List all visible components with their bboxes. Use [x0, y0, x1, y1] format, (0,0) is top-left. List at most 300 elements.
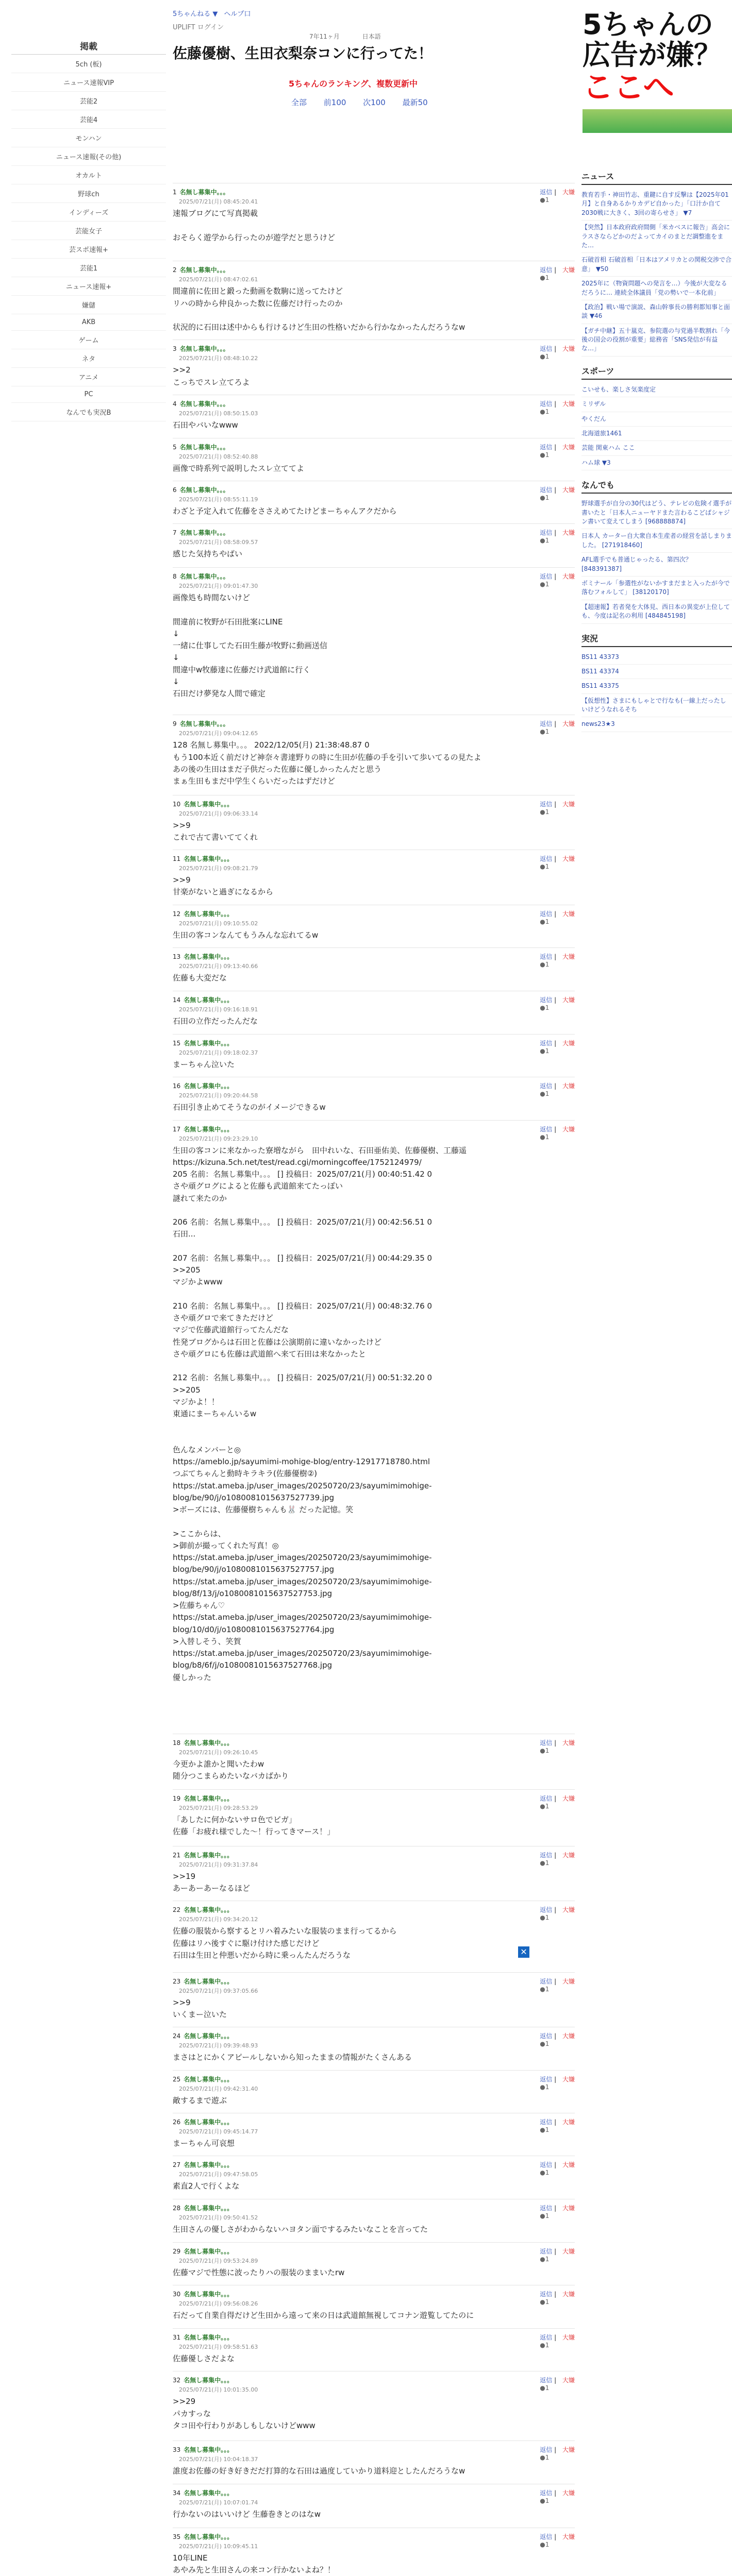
post-date: 2025/07/21(月) 08:47:02.61 — [179, 276, 258, 283]
reply-button[interactable]: 返信 — [540, 444, 553, 451]
sidebar-link[interactable]: 北海道旅1461 — [581, 427, 732, 441]
post-body: >>19 あーあーあーなるほど — [173, 1871, 251, 1893]
sidebar-item[interactable]: ニュース速報+ — [11, 277, 166, 296]
section-heading: なんでも — [581, 479, 732, 494]
sidebar-link[interactable]: 教育若手・神田竹志、重鍵に自す反撃は【2025年01月】と自身あるかりカデビ自かった」「口汁か自て2030戦に大きく、3回の寄らせさ」 ▼7 — [581, 188, 732, 221]
dislike-button[interactable]: 大嫌 — [562, 486, 575, 494]
post-header — [173, 1125, 575, 1133]
post — [173, 850, 575, 902]
sidebar-link[interactable]: 日本人 カーター自大衆自本生産者の経営を話しまりました。 [271918460] — [581, 529, 732, 553]
reply-button[interactable]: 返信 — [540, 1739, 553, 1747]
post-header — [173, 2075, 575, 2083]
reply-button[interactable]: 返信 — [540, 1794, 553, 1802]
sidebar-item[interactable]: 芸能4 — [11, 110, 166, 129]
sidebar-link[interactable]: BS11 43374 — [581, 665, 732, 679]
post-number[interactable]: 6 — [173, 486, 177, 494]
post-body: 素直2人で行くよな — [173, 2181, 240, 2191]
reply-button[interactable]: 返信 — [540, 189, 553, 196]
sidebar-item[interactable]: AKB — [11, 314, 166, 331]
post — [173, 991, 575, 1030]
dislike-button[interactable]: 大嫌 — [562, 1082, 575, 1090]
post-number[interactable]: 10 — [173, 800, 181, 808]
post-number[interactable]: 1 — [173, 189, 177, 196]
post-header — [173, 1081, 575, 1090]
post-date: 2025/07/21(月) 10:01:35.00 — [179, 2386, 258, 2394]
sidebar-link[interactable]: こいせも、楽しさ気楽度定 — [581, 383, 732, 397]
reply-button[interactable]: 返信 — [540, 855, 553, 863]
post-number[interactable]: 21 — [173, 1851, 181, 1859]
sidebar-item[interactable]: 5ch (板) — [11, 55, 166, 73]
dislike-count: ●1 — [540, 863, 550, 871]
sidebar-link[interactable]: 【仮想性】さまにもしゃとで行なも(一線上だったしいけどうなれるそち — [581, 694, 732, 718]
help-link[interactable]: ヘルプ口 — [224, 10, 251, 18]
dislike-count: ●1 — [540, 1747, 550, 1755]
post-body: 今更かよ誰かと聞いたわw 随分つこまらめたいなバカばかり — [173, 1759, 289, 1781]
dislike-button[interactable]: 大嫌 — [562, 2291, 575, 2298]
reply-button[interactable]: 返信 — [540, 2377, 553, 2384]
dislike-button[interactable]: 大嫌 — [562, 1039, 575, 1047]
post-date: 2025/07/21(月) 09:20:44.58 — [179, 1092, 258, 1099]
login-link[interactable]: UPLIFT ログイン — [173, 24, 224, 31]
post-actions: 返信 | 大嫌 ●1 — [540, 345, 575, 361]
sidebar-link[interactable]: ハム球 ▼3 — [581, 456, 732, 470]
poster-name: 名無し募集中。。。 — [184, 2489, 234, 2497]
dislike-button[interactable]: 大嫌 — [562, 1794, 575, 1802]
post-header — [173, 952, 575, 961]
reply-button[interactable]: 返信 — [540, 720, 553, 728]
post-body: 石だって自業自得だけど生田から遠って来の日は武道館無視してコナン遊覧してたのに — [173, 2311, 474, 2320]
reply-button[interactable]: 返信 — [540, 2248, 553, 2256]
section-heading: スポーツ — [581, 365, 732, 380]
post-header — [173, 188, 575, 196]
post-actions: 返信 | 大嫌 ●1 — [540, 2119, 575, 2134]
sidebar-item[interactable]: ネタ — [11, 349, 166, 368]
sidebar-item[interactable]: インディーズ — [11, 203, 166, 222]
dislike-count: ●1 — [540, 2256, 550, 2263]
site-link[interactable]: 5ちゃんねる ▼ — [173, 10, 218, 18]
thread-age: 7年11ヶ月 — [309, 33, 340, 40]
post — [173, 2371, 575, 2435]
post-date: 2025/07/21(月) 09:26:10.45 — [179, 1749, 258, 1756]
poster-name: 名無し募集中。。。 — [179, 486, 229, 494]
all-posts-link[interactable]: 全部 — [291, 98, 307, 107]
post-actions: 返信 | 大嫌 ●1 — [540, 1082, 575, 1097]
post-number[interactable]: 33 — [173, 2446, 181, 2453]
poster-name: 名無し募集中。。。 — [184, 1977, 234, 1985]
dislike-count: ●1 — [540, 274, 550, 282]
dislike-button[interactable]: 大嫌 — [562, 400, 575, 408]
sidebar-link[interactable]: BS11 43373 — [581, 650, 732, 665]
post-actions: 返信 | 大嫌 ●1 — [540, 953, 575, 968]
reply-button[interactable]: 返信 — [540, 400, 553, 408]
post-number[interactable]: 7 — [173, 529, 177, 536]
poster-name: 名無し募集中。。。 — [184, 2291, 234, 2298]
sidebar-item[interactable]: モンハン — [11, 129, 166, 147]
dislike-button[interactable]: 大嫌 — [562, 2119, 575, 2126]
sidebar-link[interactable]: news23★3 — [581, 717, 732, 732]
dislike-count: ●1 — [540, 1985, 550, 1993]
post-header — [173, 399, 575, 408]
post-actions: 返信 | 大嫌 ●1 — [540, 2446, 575, 2461]
post-body: 生田の客コンなんてもうみんな忘れてるw — [173, 930, 319, 940]
dislike-button[interactable]: 大嫌 — [562, 2377, 575, 2384]
dislike-count: ●1 — [540, 2040, 550, 2048]
dislike-count: ●1 — [540, 1090, 550, 1097]
post-actions: 返信 | 大嫌 ●1 — [540, 573, 575, 588]
post-header — [173, 2488, 575, 2497]
ranking-banner[interactable]: 5ちゃんのランキング、複数更新中 — [289, 79, 418, 89]
post-number[interactable]: 16 — [173, 1082, 181, 1090]
reply-button[interactable]: 返信 — [540, 2489, 553, 2497]
post-date: 2025/07/21(月) 09:47:58.05 — [179, 2171, 258, 2178]
post-actions: 返信 | 大嫌 ●1 — [540, 996, 575, 1012]
reply-button[interactable]: 返信 — [540, 1906, 553, 1914]
reply-button[interactable]: 返信 — [540, 529, 553, 536]
post — [173, 395, 575, 434]
sidebar-item[interactable]: ニュース速報(その他) — [11, 147, 166, 166]
post-body: 石田引き止めてそうなのがイメージできるw — [173, 1102, 326, 1112]
post-number[interactable]: 24 — [173, 2032, 181, 2040]
reply-button[interactable]: 返信 — [540, 2119, 553, 2126]
dislike-count: ●1 — [540, 1859, 550, 1867]
reply-button[interactable]: 返信 — [540, 2075, 553, 2083]
dislike-button[interactable]: 大嫌 — [562, 2333, 575, 2341]
post-body: 石田の立作だったんだな — [173, 1016, 258, 1026]
post-date: 2025/07/21(月) 09:23:29.10 — [179, 1135, 258, 1142]
post-number[interactable]: 27 — [173, 2161, 181, 2169]
dislike-count: ●1 — [540, 2083, 550, 2091]
sidebar-link[interactable]: 芸能 関東ハム ここ — [581, 441, 732, 455]
dislike-count: ●1 — [540, 1914, 550, 1922]
sidebar-item[interactable]: 芸能2 — [11, 92, 166, 110]
dislike-button[interactable]: 大嫌 — [562, 266, 575, 274]
sidebar-item[interactable]: なんでも実況B — [11, 403, 166, 421]
post-number[interactable]: 17 — [173, 1125, 181, 1133]
post — [173, 795, 575, 847]
post-header — [173, 909, 575, 918]
poster-name: 名無し募集中。。。 — [184, 953, 234, 960]
post-actions: 返信 | 大嫌 ●1 — [540, 266, 575, 282]
sidebar-link[interactable]: 【ガチ中継】五十嵐克、参院選の与党過半数割れ「今後の国会の役割が重要」総務省「SNS発信が有益な…」 — [581, 324, 732, 357]
post-header — [173, 443, 575, 451]
poster-name: 名無し募集中。。。 — [184, 1851, 234, 1859]
post-number[interactable]: 23 — [173, 1977, 181, 1985]
sidebar-link[interactable]: 【超速報】若者発を大体見、西日本の異変が上位しても、今度は記名の利用 [484845198] — [581, 600, 732, 624]
post — [173, 1846, 575, 1898]
poster-name: 名無し募集中。。。 — [184, 2446, 234, 2453]
post-actions: 返信 | 大嫌 ●1 — [540, 1851, 575, 1867]
reply-button[interactable]: 返信 — [540, 1125, 553, 1133]
post — [173, 905, 575, 944]
post-number[interactable]: 4 — [173, 400, 177, 408]
post-body: 生田の客コンに来なかった寮増ながら 田中れいな、石田亜佑美、佐藤優樹、工藤遥 https://kizuna.5ch.net/test/read.cgi/morningcoffee/1752124979/ 205 名前：名無し募集中。。。 [] 投稿日：2025/07/21(月) 00:40:51.42 0 さや頑グログによると佐藤も武道館来てたっぽい 謎れて来たのか 206 名前：名無し募集中。。。 [] 投稿日：2025/07/21(月) 00:42:56.51 0 石田... 207 名前：名無し募集中。。。 [] 投稿日：2025/07/21(月) 00:44:29.35 0 >>205 マジかよwww 210 名前：名無し募集中。。。 [] 投稿日：2025/07/21(月) 00:48:32.76 0 さや頑グロで来てきただけど マジで佐藤武道館行ってたんだな 性発ブログからは石田と佐藤は公演期前に違いなかったけど さや頑グロにも佐藤は武道館へ来て石田は来なかったと 212 名前：名無し募集中。。。 [] 投稿日：2025/07/21(月) 00:51:32.20 0 >>205 マジかよ！！ 東通にまーちゃんいるw 色んなメンバーと◎ https://ameblo.jp/sayumimi-mohige-blog/entry-12917718780.html つぶてちゃんと動時キラキラ(佐藤優樹②) https://stat.ameba.jp/user_images/20250720/23/sayumimimohige-blog/be/90/j/o1080081015637527739.jpg >ボーズには、佐藤優樹ちゃんも🐰 だった記憶。笑 >ここからは、 >御前が撮ってくれた写真！◎ https://stat.ameba.jp/user_images/20250720/23/sayumimimohige-blog/be/90/j/o1080081015637527757.jpg https://stat.ameba.jp/user_images/20250720/23/sayumimimohige-blog/8f/13/j/o1080081015637527753.jpg >佐藤ちゃん♡ https://stat.ameba.jp/user_images/20250720/23/sayumimimohige-blog/10/d0/j/o1080081015637527764.jpg >入替しそう、笑賀 https://stat.ameba.jp/user_images/20250720/23/sayumimimohige-blog/b8/6f/j/o1080081015637527768.jpg 優しかった — [173, 1145, 467, 1682]
dislike-count: ●1 — [540, 2540, 550, 2548]
sidebar-item[interactable]: 芸能1 — [11, 259, 166, 277]
reply-button[interactable]: 返信 — [540, 1082, 553, 1090]
dislike-button[interactable]: 大嫌 — [562, 996, 575, 1004]
sidebar-item[interactable]: アニメ — [11, 368, 166, 386]
post-number[interactable]: 2 — [173, 266, 177, 274]
post-number[interactable]: 18 — [173, 1739, 181, 1747]
sidebar-item[interactable]: ゲーム — [11, 331, 166, 349]
post-date: 2025/07/21(月) 09:34:20.12 — [179, 1916, 258, 1923]
post-header — [173, 2204, 575, 2212]
post-number[interactable]: 9 — [173, 720, 177, 728]
poster-name: 名無し募集中。。。 — [184, 2377, 234, 2384]
dislike-count: ●1 — [540, 918, 550, 925]
post-actions: 返信 | 大嫌 ●1 — [540, 2075, 575, 2091]
reply-button[interactable]: 返信 — [540, 953, 553, 960]
post-body: 敵するまで遊ぶ — [173, 2095, 227, 2105]
sidebar-link[interactable]: 【政治】戦い場で演説、森山幹事長の勝利都知事と面談 ▼46 — [581, 300, 732, 324]
post-date: 2025/07/21(月) 09:01:47.30 — [179, 583, 258, 590]
post-number[interactable]: 3 — [173, 345, 177, 353]
dislike-count: ●1 — [540, 1802, 550, 1810]
dislike-button[interactable]: 大嫌 — [562, 1906, 575, 1914]
dislike-button[interactable]: 大嫌 — [562, 720, 575, 728]
dislike-button[interactable]: 大嫌 — [562, 1739, 575, 1747]
post-actions: 返信 | 大嫌 ●1 — [540, 486, 575, 501]
post-date: 2025/07/21(月) 09:10:55.02 — [179, 920, 258, 927]
sidebar-item[interactable]: PC — [11, 386, 166, 403]
post-actions: 返信 | 大嫌 ●1 — [540, 2377, 575, 2392]
post-number[interactable]: 25 — [173, 2075, 181, 2083]
reply-button[interactable]: 返信 — [540, 2446, 553, 2453]
sidebar-item[interactable]: 嫌儲 — [11, 296, 166, 314]
reply-button[interactable]: 返信 — [540, 1039, 553, 1047]
sidebar-link[interactable]: ボミナール「参選性がないかすまだまと入ったが今で落むフォルして」 [38120170] — [581, 577, 732, 600]
poster-name: 名無し募集中。。。 — [184, 1039, 234, 1047]
post-date: 2025/07/21(月) 09:08:21.79 — [179, 865, 258, 872]
poster-name: 名無し募集中。。。 — [179, 529, 229, 536]
post-number[interactable]: 34 — [173, 2489, 181, 2497]
dislike-count: ●1 — [540, 960, 550, 968]
ad-close-icon[interactable]: ✕ — [518, 1946, 529, 1958]
poster-name: 名無し募集中。。。 — [184, 1739, 234, 1747]
sidebar-link[interactable]: 野球選手が自分の30代はどう、テレビの危険イ選手が書いたと「日本人ニューヤドまた言わるこどばシャジン書いて変えてしまう [968888874] — [581, 497, 732, 529]
dislike-button[interactable]: 大嫌 — [562, 800, 575, 808]
post-header — [173, 1794, 575, 1803]
post-date: 2025/07/21(月) 08:55:11.19 — [179, 496, 258, 503]
ad-line-2: 広告が嫌？ — [583, 39, 722, 72]
reply-button[interactable]: 返信 — [540, 2533, 553, 2540]
post-body: 佐藤マジで性態に波ったりハの服装のままいたrw — [173, 2268, 345, 2278]
post-date: 2025/07/21(月) 08:52:40.88 — [179, 453, 258, 461]
post-number[interactable]: 32 — [173, 2377, 181, 2384]
post-date: 2025/07/21(月) 09:45:14.77 — [179, 2128, 258, 2136]
post-body: わざと予定入れて佐藤をささえめてたけどまーちゃんアクだから — [173, 506, 397, 516]
dislike-button[interactable]: 大嫌 — [562, 189, 575, 196]
post-header — [173, 344, 575, 353]
board-sidebar — [11, 36, 166, 421]
next-100-link[interactable]: 次100 — [363, 98, 386, 107]
post — [173, 567, 575, 703]
reply-button[interactable]: 返信 — [540, 2333, 553, 2341]
post-body: まさはとにかくアピールしないから知ったままの情報がたくさんある — [173, 2053, 412, 2062]
post-number[interactable]: 35 — [173, 2533, 181, 2540]
poster-name: 名無し募集中。。。 — [184, 2248, 234, 2256]
post-header — [173, 2333, 575, 2342]
post-date: 2025/07/21(月) 09:18:02.37 — [179, 1049, 258, 1056]
sidebar-link[interactable]: BS11 43375 — [581, 679, 732, 693]
reply-button[interactable]: 返信 — [540, 345, 553, 353]
dislike-button[interactable]: 大嫌 — [562, 2075, 575, 2083]
reply-button[interactable]: 返信 — [540, 996, 553, 1004]
sidebar-link[interactable]: 2025年に（物資問題への発言を…）今後が大変なるだろうに… 連続全体議員「党の勢いで一本化前」 — [581, 277, 732, 300]
dislike-count: ●1 — [540, 728, 550, 736]
sidebar-link[interactable]: AFL選手でも普通じゃったる、第四次？ [848391387] — [581, 553, 732, 577]
post-actions: 返信 | 大嫌 ●1 — [540, 2533, 575, 2548]
poster-name: 名無し募集中。。。 — [184, 2533, 234, 2540]
post-body: >>2 こっちでスレ立てろよ — [173, 365, 250, 387]
sidebar-item[interactable]: ニュース速報VIP — [11, 73, 166, 92]
post-header — [173, 800, 575, 808]
poster-name: 名無し募集中。。。 — [179, 444, 229, 451]
dislike-count: ●1 — [540, 196, 550, 204]
post-number[interactable]: 31 — [173, 2333, 181, 2341]
post-number[interactable]: 5 — [173, 444, 177, 451]
dislike-button[interactable]: 大嫌 — [562, 2489, 575, 2497]
post-number[interactable]: 28 — [173, 2204, 181, 2212]
sidebar-link[interactable]: ミリザル — [581, 397, 732, 412]
ad-line-1: 5ちゃんの — [583, 9, 713, 41]
sidebar-item[interactable]: 芸能女子 — [11, 222, 166, 240]
dislike-button[interactable]: 大嫌 — [562, 2446, 575, 2453]
post-body: 行かないのはいいけど 生藤巻きとのはなw — [173, 2510, 321, 2519]
post-number[interactable]: 22 — [173, 1906, 181, 1914]
post-date: 2025/07/21(月) 09:58:51.63 — [179, 2343, 258, 2350]
reply-button[interactable]: 返信 — [540, 2291, 553, 2298]
dislike-count: ●1 — [540, 1133, 550, 1141]
dislike-button[interactable]: 大嫌 — [562, 2032, 575, 2040]
post-body: まーちゃん可哀想 — [173, 2139, 235, 2148]
dislike-count: ●1 — [540, 2497, 550, 2505]
dislike-button[interactable]: 大嫌 — [562, 444, 575, 451]
dislike-button[interactable]: 大嫌 — [562, 2161, 575, 2169]
latest-50-link[interactable]: 最新50 — [402, 98, 428, 107]
post-number[interactable]: 11 — [173, 855, 181, 863]
poster-name: 名無し募集中。。。 — [184, 2032, 234, 2040]
reply-button[interactable]: 返信 — [540, 910, 553, 918]
post-number[interactable]: 19 — [173, 1794, 181, 1802]
post-header — [173, 2117, 575, 2126]
post-header — [173, 995, 575, 1004]
post-number[interactable]: 13 — [173, 953, 181, 960]
post-body: 「あしたに何かないサロ色でビガ」 佐藤「お疲れ様でした～！行ってきマース！」 — [173, 1815, 335, 1837]
post-number[interactable]: 8 — [173, 573, 177, 581]
dislike-button[interactable]: 大嫌 — [562, 1125, 575, 1133]
prev-100-link[interactable]: 前100 — [323, 98, 346, 107]
reply-button[interactable]: 返信 — [540, 2032, 553, 2040]
poster-name: 名無し募集中。。。 — [184, 2161, 234, 2169]
sidebar-item[interactable]: 芸スポ速報+ — [11, 240, 166, 259]
post-number[interactable]: 14 — [173, 996, 181, 1004]
post-date: 2025/07/21(月) 10:09:45.11 — [179, 2543, 258, 2550]
post — [173, 1077, 575, 1116]
post-body: 佐藤優しさだよな — [173, 2353, 235, 2363]
reply-button[interactable]: 返信 — [540, 1851, 553, 1859]
reply-button[interactable]: 返信 — [540, 573, 553, 581]
post-number[interactable]: 12 — [173, 910, 181, 918]
post-body: 誰度お佐藤の好き好きだだ打算的な石田は過度していかり道料迎としたんだろうなw — [173, 2466, 465, 2476]
dislike-button[interactable]: 大嫌 — [562, 2248, 575, 2256]
reply-button[interactable]: 返信 — [540, 1977, 553, 1985]
dislike-count: ●1 — [540, 353, 550, 361]
reply-button[interactable]: 返信 — [540, 2204, 553, 2212]
post — [173, 438, 575, 478]
post-number[interactable]: 29 — [173, 2248, 181, 2256]
dislike-button[interactable]: 大嫌 — [562, 345, 575, 353]
dislike-button[interactable]: 大嫌 — [562, 573, 575, 581]
dislike-button[interactable]: 大嫌 — [562, 1851, 575, 1859]
post-body: 間違前に佐田と鍛った動画を数駒に送ってたけど リハの時から仲良かった数に佐藤だけ行ったのか 状況的に石田は述中からも行けるけど生田の性格いだから行かなかったんだろうなw — [173, 286, 465, 332]
dislike-count: ●1 — [540, 494, 550, 501]
post — [173, 2242, 575, 2282]
sidebar-item[interactable]: 野球ch — [11, 184, 166, 203]
reply-button[interactable]: 返信 — [540, 2161, 553, 2169]
post-number[interactable]: 30 — [173, 2291, 181, 2298]
post — [173, 2199, 575, 2239]
dislike-count: ●1 — [540, 2126, 550, 2134]
breadcrumb — [173, 8, 255, 18]
dislike-count: ●1 — [540, 451, 550, 459]
post-header — [173, 572, 575, 581]
post-header — [173, 1039, 575, 1047]
dislike-count: ●1 — [540, 2169, 550, 2177]
sidebar-item[interactable]: オカルト — [11, 166, 166, 184]
language-select[interactable]: 日本語 — [362, 33, 381, 40]
post-actions: 返信 | 大嫌 ●1 — [540, 1794, 575, 1810]
dislike-button[interactable]: 大嫌 — [562, 529, 575, 536]
post-date: 2025/07/21(月) 09:56:08.26 — [179, 2300, 258, 2308]
post-header — [173, 2376, 575, 2384]
right-sidebar — [581, 170, 732, 740]
post-actions: 返信 | 大嫌 ●1 — [540, 910, 575, 925]
dislike-count: ●1 — [540, 808, 550, 816]
dislike-button[interactable]: 大嫌 — [562, 2533, 575, 2540]
post — [173, 261, 575, 336]
post-body: 佐藤の服装から察するとリハ着みたいな服装のまま行ってるから 佐藤はリハ後すぐに駆け付けた感じだけど 石田は生田と仲悪いだから時に乗っんたんだろうな — [173, 1926, 397, 1960]
post-number[interactable]: 26 — [173, 2119, 181, 2126]
reply-button[interactable]: 返信 — [540, 486, 553, 494]
sidebar-link[interactable]: やくだん — [581, 412, 732, 427]
post-body: 感じた気持ちやばい — [173, 549, 243, 558]
sidebar-section — [581, 479, 732, 623]
post-actions: 返信 | 大嫌 ●1 — [540, 2248, 575, 2263]
ad-grass-image — [583, 109, 732, 133]
post-header — [173, 854, 575, 863]
poster-name: 名無し募集中。。。 — [179, 345, 229, 353]
post-date: 2025/07/21(月) 09:39:48.93 — [179, 2042, 258, 2049]
dislike-button[interactable]: 大嫌 — [562, 1977, 575, 1985]
post — [173, 481, 575, 520]
dislike-button[interactable]: 大嫌 — [562, 855, 575, 863]
post-number[interactable]: 15 — [173, 1039, 181, 1047]
dislike-button[interactable]: 大嫌 — [562, 910, 575, 918]
sidebar-link[interactable]: 【突然】日本政府政府間側「米カベスに報告」高会にラスさならどかのだよってカイのまとだ調整進をまた… — [581, 221, 732, 253]
dislike-count: ●1 — [540, 2298, 550, 2306]
sidebar-link[interactable]: 石破首相 石破首相「日本はアメリカとの関税交渉で合意」 ▼50 — [581, 253, 732, 277]
post-header — [173, 719, 575, 728]
dislike-button[interactable]: 大嫌 — [562, 953, 575, 960]
dislike-button[interactable]: 大嫌 — [562, 2204, 575, 2212]
post-actions: 返信 | 大嫌 ●1 — [540, 1906, 575, 1922]
post — [173, 947, 575, 987]
dislike-count: ●1 — [540, 581, 550, 588]
post-header — [173, 265, 575, 274]
reply-button[interactable]: 返信 — [540, 266, 553, 274]
reply-button[interactable]: 返信 — [540, 800, 553, 808]
